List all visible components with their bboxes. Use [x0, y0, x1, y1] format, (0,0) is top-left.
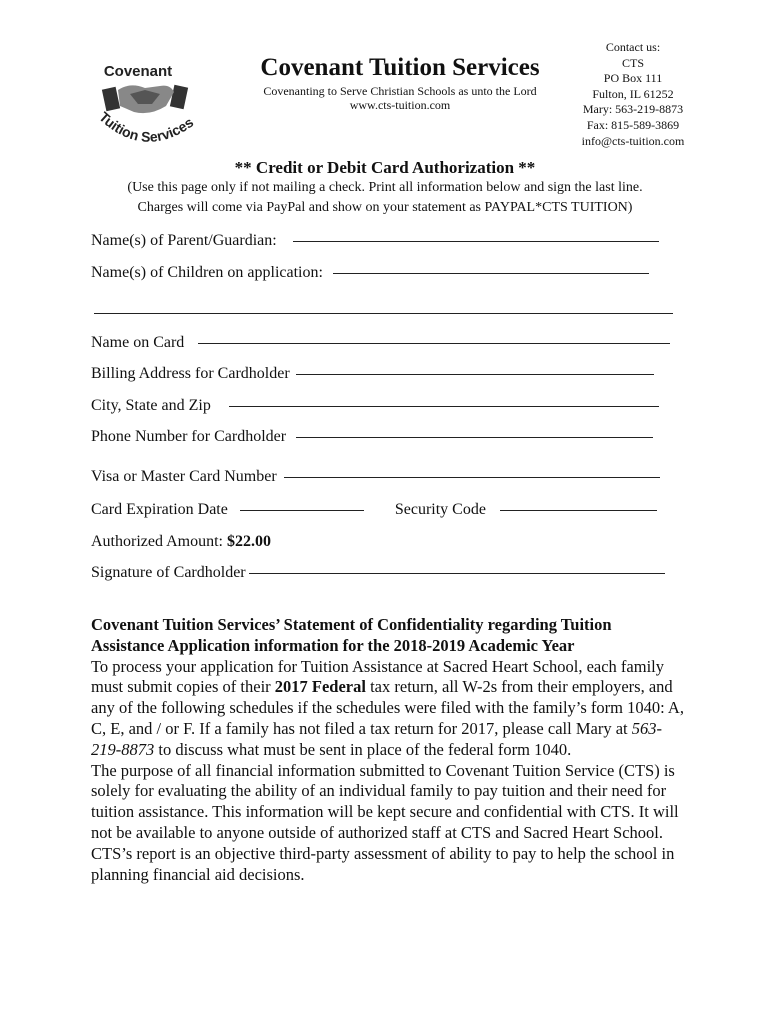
children-input-line[interactable] — [333, 272, 649, 274]
signature-field — [91, 564, 665, 582]
billing-field — [91, 365, 654, 383]
city-label: City, State and Zip — [91, 397, 211, 414]
security-label: Security Code — [394, 501, 486, 518]
amount-value: $22.00 — [226, 533, 271, 550]
handshake-icon — [102, 85, 188, 113]
parent-field — [91, 232, 659, 250]
contact-po-box: PO Box 111 — [603, 71, 663, 86]
instructions-line-2: Charges will come via PayPal and show on your statement as PAYPAL*CTS TUITION) — [137, 200, 633, 215]
expiration-label: Card Expiration Date — [91, 501, 228, 518]
card-number-label: Visa or Master Card Number — [91, 468, 277, 485]
security-input-line[interactable] — [500, 509, 657, 511]
billing-label: Billing Address for Cardholder — [91, 365, 290, 382]
city-input-line[interactable] — [229, 405, 659, 407]
contact-label: Contact us: — [605, 40, 661, 54]
parent-label: Name(s) of Parent/Guardian: — [91, 232, 277, 249]
city-field — [91, 397, 659, 415]
phone-field — [91, 428, 653, 446]
signature-label: Signature of Cardholder — [91, 564, 246, 581]
phone-label: Phone Number for Cardholder — [91, 428, 287, 445]
name-on-card-label: Name on Card — [91, 334, 185, 351]
name-on-card-field — [91, 334, 670, 352]
page-title: Covenant Tuition Services — [260, 54, 540, 81]
amount-label: Authorized Amount: — [91, 533, 223, 550]
statement-heading-2: Assistance Application information for the 2018-2019 Academic Year — [91, 635, 575, 655]
logo-bottom-text: Tuition Services — [96, 108, 197, 145]
confidentiality-statement — [91, 615, 691, 885]
children-label: Name(s) of Children on application: — [91, 264, 323, 281]
billing-input-line[interactable] — [296, 373, 654, 375]
amount-field — [91, 533, 271, 551]
statement-paragraph-1: To process your application for Tuition Assistance at Sacred Heart School, each family must submit copies of their 2017 Federal tax return, all W-2s from their employers, and any of the following schedules if the schedules were filed with the family’s form 1040: A, C, E, and / or F. If a family has not filed a tax return for 2017, please call Mary at 563-219-8873 to discuss what must be sent in place of the federal form 1040. — [91, 656, 684, 759]
parent-input-line[interactable] — [293, 240, 659, 242]
statement-paragraph-2: The purpose of all financial information submitted to Covenant Tuition Service (CTS) is solely for evaluating the ability of an individual family to pay tuition and their need for tuition assistance. This information will be kept secure and confidential with CTS. It will not be available to anyone outside of authorized staff at CTS and Sacred Heart School. CTS’s report is an objective third-party assessment of ability to pay to help the school in planning financial aid decisions. — [91, 760, 679, 884]
contact-fax: Fax: 815-589-3869 — [586, 117, 680, 132]
covenant-logo — [90, 58, 220, 158]
logo-top-text: Covenant — [103, 63, 173, 80]
instructions-line-1: (Use this page only if not mailing a check. Print all information below and sign the last line. — [127, 180, 643, 195]
children-field — [91, 264, 649, 282]
expiration-input-line[interactable] — [240, 509, 364, 511]
tagline: Covenanting to Serve Christian Schools as unto the Lord — [263, 84, 537, 98]
contact-email[interactable]: info@cts-tuition.com — [581, 133, 685, 148]
card-number-field — [91, 468, 660, 486]
svg-text:Tuition Services — [96, 109, 196, 145]
signature-input-line[interactable] — [249, 572, 665, 574]
contact-block — [568, 40, 698, 149]
form-heading: ** Credit or Debit Card Authorization ** — [234, 158, 536, 177]
contact-org: CTS — [621, 55, 644, 70]
website-link[interactable]: www.cts-tuition.com — [349, 98, 451, 112]
contact-city: Fulton, IL 61252 — [592, 86, 674, 101]
statement-heading-1: Covenant Tuition Services’ Statement of Confidentiality regarding Tuition — [91, 615, 612, 634]
name-on-card-input-line[interactable] — [198, 342, 670, 344]
contact-mary-phone: Mary: 563-219-8873 — [582, 102, 684, 117]
children-extra-line[interactable] — [94, 313, 673, 314]
card-number-input-line[interactable] — [284, 476, 660, 478]
expiration-field — [91, 501, 657, 519]
phone-input-line[interactable] — [296, 436, 653, 438]
